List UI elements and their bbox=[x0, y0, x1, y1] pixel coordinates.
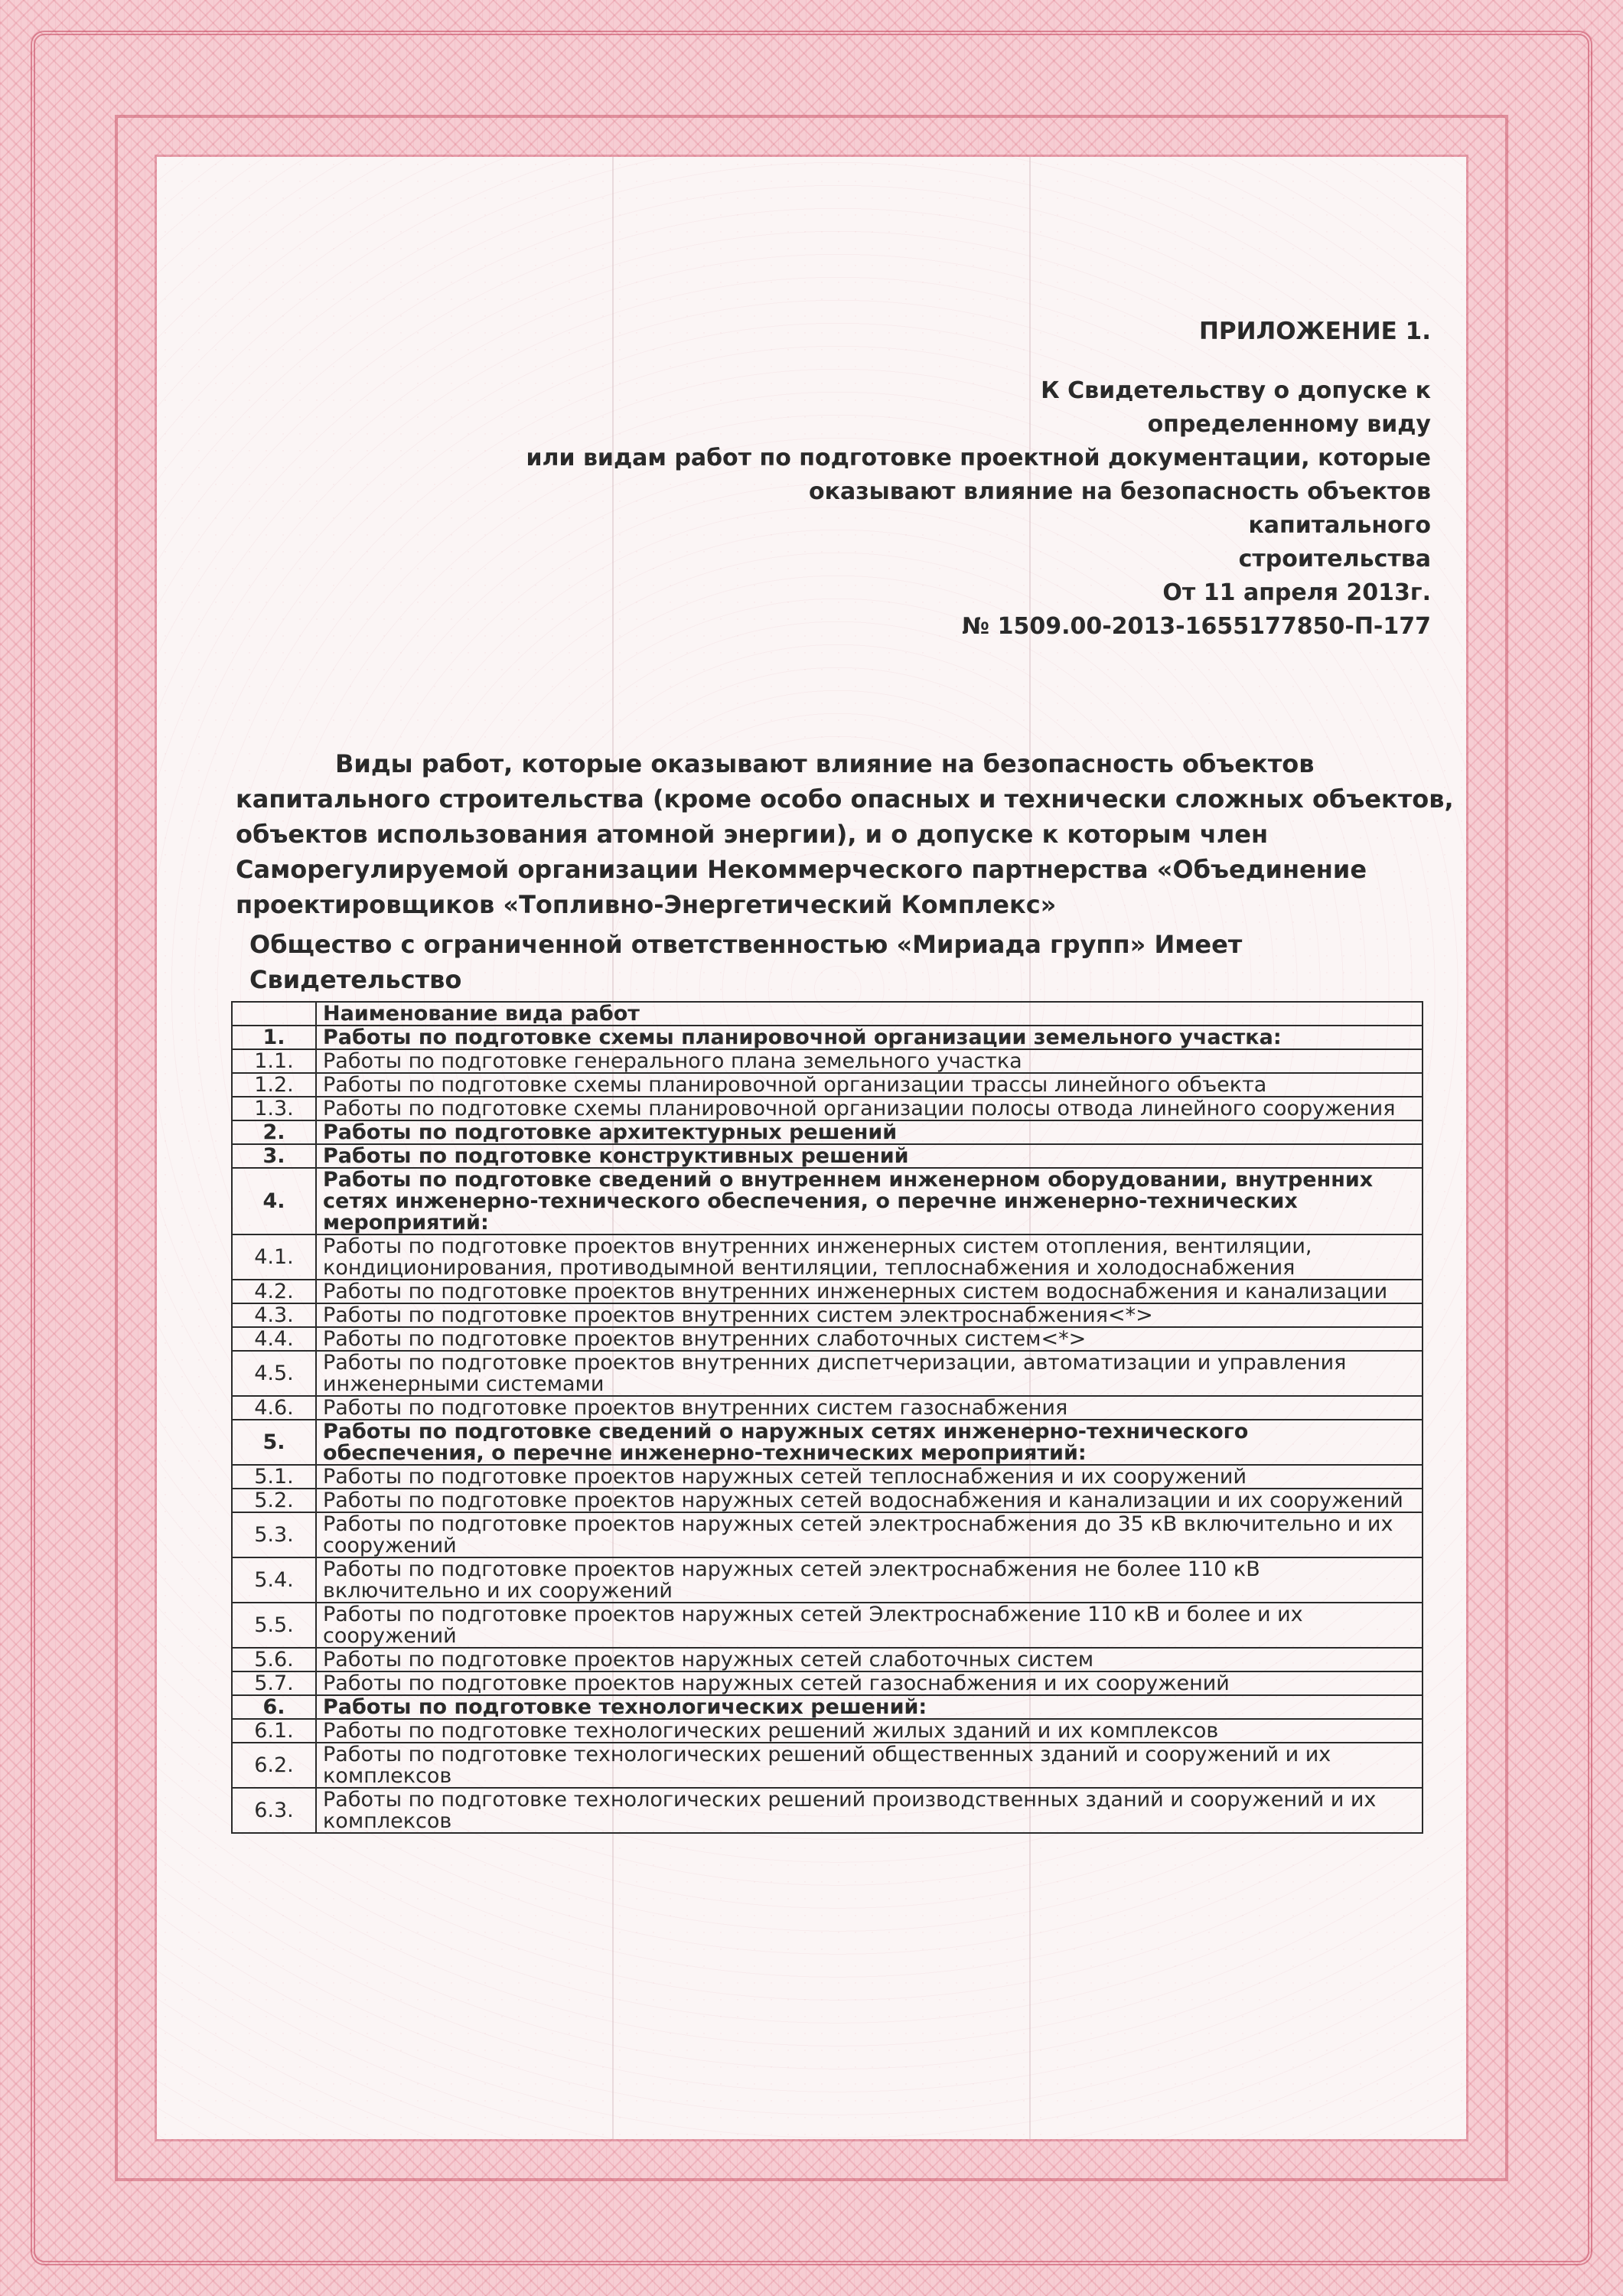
row-work-name: Работы по подготовке проектов внутренних инженерных систем водоснабжения и канализации bbox=[316, 1280, 1423, 1303]
table-row bbox=[232, 1648, 1423, 1671]
row-work-name: Работы по подготовке проектов наружных сетей электроснабжения до 35 кВ включительно и их сооружений bbox=[316, 1512, 1423, 1557]
header-name-cell: Наименование вида работ bbox=[316, 1002, 1423, 1026]
row-work-name: Работы по подготовке конструктивных решений bbox=[316, 1144, 1423, 1168]
header-line: или видам работ по подготовке проектной документации, которые bbox=[526, 445, 1431, 471]
table-row bbox=[232, 1420, 1423, 1465]
row-number: 4.1. bbox=[232, 1234, 316, 1280]
row-number: 5.3. bbox=[232, 1512, 316, 1557]
header-line: К Свидетельству о допуске к bbox=[1041, 377, 1431, 404]
header-line: оказывают влияние на безопасность объектов bbox=[808, 478, 1431, 505]
row-work-name: Работы по подготовке схемы планировочной организации полосы отвода линейного сооружения bbox=[316, 1097, 1423, 1120]
row-number: 5.7. bbox=[232, 1671, 316, 1695]
row-work-name: Работы по подготовке проектов внутренних слаботочных систем<*> bbox=[316, 1327, 1423, 1351]
table-row bbox=[232, 1144, 1423, 1168]
row-number: 3. bbox=[232, 1144, 316, 1168]
row-number: 5. bbox=[232, 1420, 316, 1465]
table-row bbox=[232, 1719, 1423, 1743]
table-row bbox=[232, 1743, 1423, 1788]
header-num-cell bbox=[232, 1002, 316, 1026]
row-work-name: Работы по подготовке схемы планировочной организации земельного участка: bbox=[316, 1026, 1423, 1049]
header-line: строительства bbox=[1238, 546, 1431, 572]
table-header-row bbox=[232, 1002, 1423, 1026]
table-row bbox=[232, 1512, 1423, 1557]
row-work-name: Работы по подготовке проектов наружных сетей водоснабжения и канализации и их сооружений bbox=[316, 1489, 1423, 1512]
row-work-name: Работы по подготовке сведений о внутреннем инженерном оборудовании, внутренних сетях инженерно-технического обеспечения, о перечне инженерно-технических мероприятий: bbox=[316, 1168, 1423, 1234]
row-work-name: Работы по подготовке технологических решений: bbox=[316, 1695, 1423, 1719]
intro-text bbox=[236, 746, 1460, 997]
row-number: 2. bbox=[232, 1120, 316, 1144]
row-number: 1.3. bbox=[232, 1097, 316, 1120]
appendix-header bbox=[157, 157, 1431, 644]
row-work-name: Работы по подготовке проектов внутренних систем газоснабжения bbox=[316, 1396, 1423, 1420]
row-work-name: Работы по подготовке проектов наружных сетей электроснабжения не более 110 кВ включительно и их сооружений bbox=[316, 1557, 1423, 1603]
row-work-name: Работы по подготовке проектов наружных сетей теплоснабжения и их сооружений bbox=[316, 1465, 1423, 1489]
table-row bbox=[232, 1695, 1423, 1719]
row-number: 4.5. bbox=[232, 1351, 316, 1396]
row-work-name: Работы по подготовке проектов наружных сетей газоснабжения и их сооружений bbox=[316, 1671, 1423, 1695]
row-work-name: Работы по подготовке проектов внутренних диспетчеризации, автоматизации и управления инженерными системами bbox=[316, 1351, 1423, 1396]
row-work-name: Работы по подготовке сведений о наружных сетях инженерно-технического обеспечения, о перечне инженерно-технических мероприятий: bbox=[316, 1420, 1423, 1465]
table-row bbox=[232, 1557, 1423, 1603]
row-number: 4.4. bbox=[232, 1327, 316, 1351]
table-row bbox=[232, 1396, 1423, 1420]
row-number: 5.5. bbox=[232, 1603, 316, 1648]
table-row bbox=[232, 1026, 1423, 1049]
table-row bbox=[232, 1097, 1423, 1120]
table-row bbox=[232, 1168, 1423, 1234]
row-work-name: Работы по подготовке схемы планировочной организации трассы линейного объекта bbox=[316, 1073, 1423, 1097]
certificate-number: № 1509.00-2013-1655177850-П-177 bbox=[962, 613, 1431, 640]
row-number: 5.4. bbox=[232, 1557, 316, 1603]
table-row bbox=[232, 1303, 1423, 1327]
row-number: 6.3. bbox=[232, 1788, 316, 1833]
intro-paragraph: Виды работ, которые оказывают влияние на безопасность объектов капитального строительства (кроме особо опасных и технически сложных объектов, объектов использования атомной энергии), и о допуске к которым член Саморегулируемой организации Некоммерческого партнерства «Объединение проектировщиков «Топливно-Энергетический Комплекс» bbox=[236, 749, 1454, 919]
row-number: 4. bbox=[232, 1168, 316, 1234]
table-row bbox=[232, 1280, 1423, 1303]
row-number: 5.1. bbox=[232, 1465, 316, 1489]
table-row bbox=[232, 1465, 1423, 1489]
row-number: 4.3. bbox=[232, 1303, 316, 1327]
table-row bbox=[232, 1788, 1423, 1833]
row-number: 1.1. bbox=[232, 1049, 316, 1073]
table-row bbox=[232, 1351, 1423, 1396]
table-row bbox=[232, 1073, 1423, 1097]
row-work-name: Работы по подготовке генерального плана земельного участка bbox=[316, 1049, 1423, 1073]
row-number: 6.1. bbox=[232, 1719, 316, 1743]
works-table bbox=[231, 1001, 1423, 1834]
row-work-name: Работы по подготовке проектов наружных сетей слаботочных систем bbox=[316, 1648, 1423, 1671]
row-work-name: Работы по подготовке технологических решений производственных зданий и сооружений и их комплексов bbox=[316, 1788, 1423, 1833]
row-work-name: Работы по подготовке проектов внутренних инженерных систем отопления, вентиляции, кондиционирования, противодымной вентиляции, теплоснабжения и холодоснабжения bbox=[316, 1234, 1423, 1280]
row-work-name: Работы по подготовке технологических решений общественных зданий и сооружений и их комплексов bbox=[316, 1743, 1423, 1788]
table-row bbox=[232, 1327, 1423, 1351]
row-number: 1. bbox=[232, 1026, 316, 1049]
header-line: капитального bbox=[1248, 512, 1431, 539]
company-line: Общество с ограниченной ответственностью «Мириада групп» Имеет Свидетельство bbox=[249, 930, 1243, 994]
table-row bbox=[232, 1234, 1423, 1280]
row-work-name: Работы по подготовке архитектурных решений bbox=[316, 1120, 1423, 1144]
certificate-date: От 11 апреля 2013г. bbox=[1162, 579, 1431, 606]
table-row bbox=[232, 1671, 1423, 1695]
header-line: определенному виду bbox=[1147, 411, 1431, 438]
row-number: 5.6. bbox=[232, 1648, 316, 1671]
row-work-name: Работы по подготовке проектов внутренних систем электроснабжения<*> bbox=[316, 1303, 1423, 1327]
table-row bbox=[232, 1603, 1423, 1648]
row-number: 1.2. bbox=[232, 1073, 316, 1097]
appendix-title: ПРИЛОЖЕНИЕ 1. bbox=[1198, 318, 1431, 345]
row-work-name: Работы по подготовке проектов наружных сетей Электроснабжение 110 кВ и более и их сооружений bbox=[316, 1603, 1423, 1648]
table-row bbox=[232, 1120, 1423, 1144]
works-table-wrap bbox=[231, 1001, 1423, 1834]
row-number: 6.2. bbox=[232, 1743, 316, 1788]
row-number: 6. bbox=[232, 1695, 316, 1719]
table-row bbox=[232, 1489, 1423, 1512]
row-number: 4.2. bbox=[232, 1280, 316, 1303]
row-number: 5.2. bbox=[232, 1489, 316, 1512]
table-row bbox=[232, 1049, 1423, 1073]
row-work-name: Работы по подготовке технологических решений жилых зданий и их комплексов bbox=[316, 1719, 1423, 1743]
row-number: 4.6. bbox=[232, 1396, 316, 1420]
